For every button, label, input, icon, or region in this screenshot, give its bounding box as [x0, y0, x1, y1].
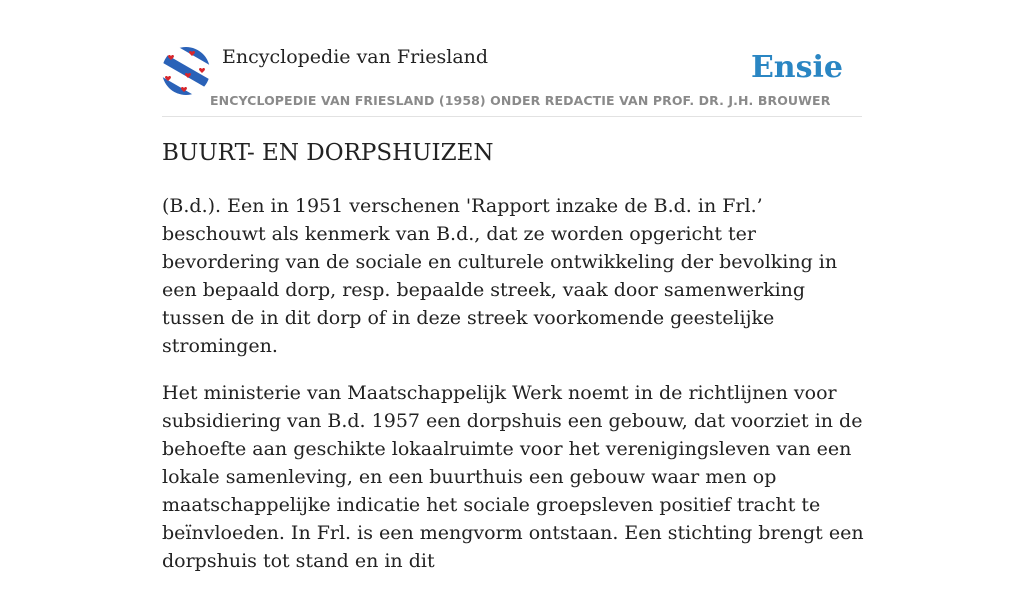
site-header [162, 44, 862, 117]
article-body [162, 192, 867, 594]
site-title[interactable]: Encyclopedie van Friesland [222, 46, 489, 68]
article-paragraph: Het ministerie van Maatschappelijk Werk noemt in de richtlijnen voor subsidiering van B.d. 1957 een dorpshuis een gebouw, dat voorziet in de behoefte aan geschikte lokaalruimte voor het verenigingsleven van een lokale samenleving, en een buurthuis een gebouw waar men op maatschappelijke indicatie het sociale groepsleven positief tracht te beïnvloeden. In Frl. is een mengvorm ontstaan. Een stichting brengt een dorpshuis tot stand en in dit [162, 382, 864, 572]
site-subtitle: ENCYCLOPEDIE VAN FRIESLAND (1958) ONDER REDACTIE VAN PROF. DR. J.H. BROUWER [210, 93, 831, 108]
brand-logo[interactable]: Ensie [750, 50, 843, 85]
article-title: BUURT- EN DORPSHUIZEN [162, 140, 494, 166]
frisian-flag-icon[interactable] [162, 47, 210, 95]
article-paragraph: (B.d.). Een in 1951 verschenen 'Rapport inzake de B.d. in Frl.’ beschouwt als kenmerk van B.d., dat ze worden opgericht ter bevordering van de sociale en culturele ontwikkeling der bevolking in een bepaald dorp, resp. bepaalde streek, vaak door samenwerking tussen de in dit dorp of in deze streek voorkomende geestelijke stromingen. [162, 195, 838, 357]
